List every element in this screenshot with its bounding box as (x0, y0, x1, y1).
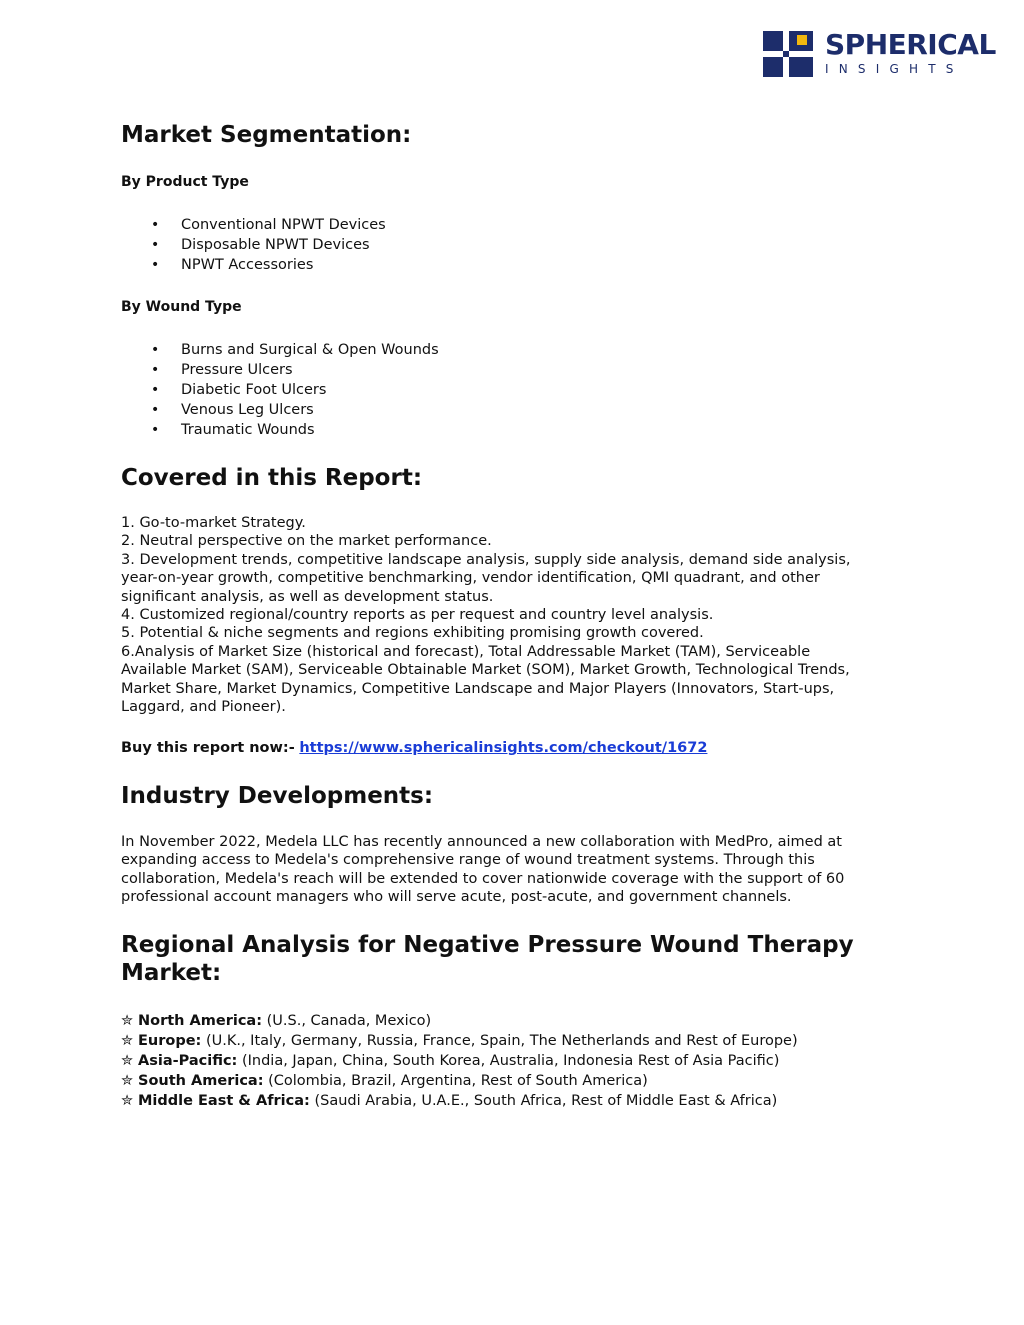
list-item (121, 1051, 798, 1071)
covered-report-heading: Covered in this Report: (121, 465, 423, 491)
product-type-label: By Product Type (121, 174, 249, 190)
star-icon: ✮ (121, 1053, 134, 1069)
covered-line: significant analysis, as well as development status. (121, 588, 494, 605)
spherical-insights-logo (763, 28, 996, 79)
covered-line: year-on-year growth, competitive benchmarking, vendor identification, QMI quadrant, and other (121, 570, 820, 587)
covered-line: 6.Analysis of Market Size (historical and forecast), Total Addressable Market (TAM), Serviceable (121, 643, 811, 660)
checkout-link[interactable]: https://www.sphericalinsights.com/checkout/1672 (299, 740, 708, 756)
list-item (121, 1011, 798, 1031)
list-item: • Burns and Surgical & Open Wounds (121, 340, 439, 360)
industry-line: In November 2022, Medela LLC has recently announced a new collaboration with MedPro, aimed at (121, 834, 842, 850)
region-name: Middle East & Africa: (138, 1093, 310, 1109)
buy-report-label: Buy this report now:- (121, 740, 295, 756)
product-type-list (121, 215, 386, 275)
logo-mark-icon (763, 31, 813, 77)
industry-developments-text (121, 833, 901, 907)
region-name: North America: (138, 1013, 263, 1029)
logo-brand-name: SPHERICAL (825, 28, 996, 61)
covered-line: 2. Neutral perspective on the market performance. (121, 533, 492, 550)
industry-line: professional account managers who will serve acute, post-acute, and government channels. (121, 889, 792, 906)
market-segmentation-heading: Market Segmentation: (121, 122, 412, 148)
list-item: • NPWT Accessories (121, 255, 386, 275)
region-name: South America: (138, 1073, 264, 1089)
list-item: • Venous Leg Ulcers (121, 400, 439, 420)
list-item: • Pressure Ulcers (121, 360, 439, 380)
region-countries: (Colombia, Brazil, Argentina, Rest of South America) (268, 1073, 648, 1089)
region-countries: (U.K., Italy, Germany, Russia, France, Spain, The Netherlands and Rest of Europe) (205, 1033, 798, 1049)
list-item (121, 1031, 798, 1051)
list-item: • Diabetic Foot Ulcers (121, 380, 439, 400)
list-item (121, 1071, 798, 1091)
region-name: Asia-Pacific: (138, 1053, 238, 1069)
covered-line: Available Market (SAM), Serviceable Obtainable Market (SOM), Market Growth, Technological Trends, (121, 662, 850, 679)
region-name: Europe: (138, 1033, 202, 1049)
regional-heading-line2: Market: (121, 960, 222, 986)
star-icon: ✮ (121, 1093, 134, 1109)
buy-report-line (121, 739, 707, 757)
covered-line: 1. Go-to-market Strategy. (121, 515, 306, 531)
logo-brand-sub: INSIGHTS (825, 62, 964, 76)
covered-report-list (121, 514, 901, 716)
covered-line: 4. Customized regional/country reports as per request and country level analysis. (121, 607, 714, 624)
covered-line: Laggard, and Pioneer). (121, 699, 286, 716)
industry-line: collaboration, Medela's reach will be extended to cover nationwide coverage with the support of 60 (121, 870, 845, 887)
regional-list (121, 1011, 798, 1111)
covered-line: 3. Development trends, competitive landscape analysis, supply side analysis, demand side analysis, (121, 551, 851, 568)
star-icon: ✮ (121, 1033, 134, 1049)
region-countries: (Saudi Arabia, U.A.E., South Africa, Rest of Middle East & Africa) (314, 1093, 778, 1109)
region-countries: (U.S., Canada, Mexico) (266, 1013, 432, 1029)
regional-heading-line1: Regional Analysis for Negative Pressure Wound Therapy (121, 932, 854, 958)
list-item: • Conventional NPWT Devices (121, 215, 386, 235)
star-icon: ✮ (121, 1013, 134, 1029)
list-item (121, 1091, 798, 1111)
covered-line: 5. Potential & niche segments and regions exhibiting promising growth covered. (121, 625, 704, 642)
list-item: • Disposable NPWT Devices (121, 235, 386, 255)
list-item: • Traumatic Wounds (121, 420, 439, 440)
star-icon: ✮ (121, 1073, 134, 1089)
region-countries: (India, Japan, China, South Korea, Australia, Indonesia Rest of Asia Pacific) (241, 1053, 780, 1069)
wound-type-label: By Wound Type (121, 299, 242, 315)
covered-line: Market Share, Market Dynamics, Competitive Landscape and Major Players (Innovators, Start-ups, (121, 680, 835, 697)
industry-line: expanding access to Medela's comprehensive range of wound treatment systems. Through this (121, 852, 815, 869)
industry-developments-heading: Industry Developments: (121, 783, 434, 809)
wound-type-list (121, 340, 439, 440)
regional-analysis-heading (121, 931, 901, 987)
